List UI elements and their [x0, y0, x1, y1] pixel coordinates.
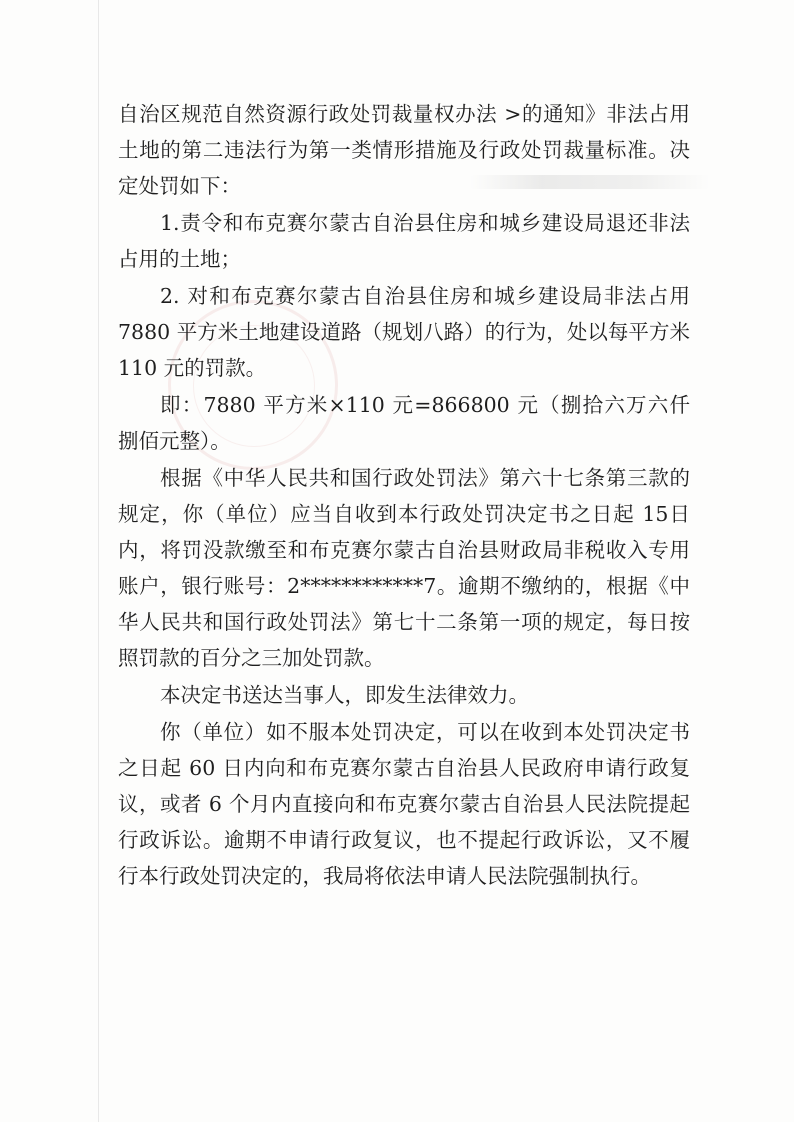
paragraph-fine-calculation: 即：7880 平方米×110 元=866800 元（捌拾六万六仟捌佰元整）。 [118, 393, 690, 453]
paragraph-payment-instructions: 根据《中华人民共和国行政处罚法》第六十七条第三款的规定，你（单位）应当自收到本行政处罚决定书之日起 15日内，将罚没款缴至和布克赛尔蒙古自治县财政局非税收入专用账户，银行账号：2************7。逾期不缴纳的，根据《中华人民共和国行政处罚法》第七十二条第一项的规定，每日按照罚款的百分之三加处罚款。 [118, 466, 690, 670]
scan-edge-line [98, 0, 99, 1122]
paragraph-legal-basis-continued: 自治区规范自然资源行政处罚裁量权办法 >的通知》非法占用土地的第二违法行为第一类情形措施及行政处罚裁量标准。决定处罚如下： [118, 102, 690, 198]
paragraph-appeal-rights: 你（单位）如不服本处罚决定，可以在收到本处罚决定书之日起 60 日内向和布克赛尔蒙古自治县人民政府申请行政复议，或者 6 个月内直接向和布克赛尔蒙古自治县人民法院提起行政诉讼。逾期不申请行政复议，也不提起行政诉讼，又不履行本行政处罚决定的，我局将依法申请人民法院强制执行。 [118, 720, 690, 888]
paragraph-effectiveness: 本决定书送达当事人，即发生法律效力。 [160, 683, 529, 707]
document-body [118, 96, 690, 895]
paragraph-penalty-item-2: 2. 对和布克赛尔蒙古自治县住房和城乡建设局非法占用 7880 平方米土地建设道路（规划八路）的行为，处以每平方米 110 元的罚款。 [118, 284, 690, 380]
paragraph-penalty-item-1: 1.责令和布克赛尔蒙古自治县住房和城乡建设局退还非法占用的土地； [118, 211, 690, 271]
